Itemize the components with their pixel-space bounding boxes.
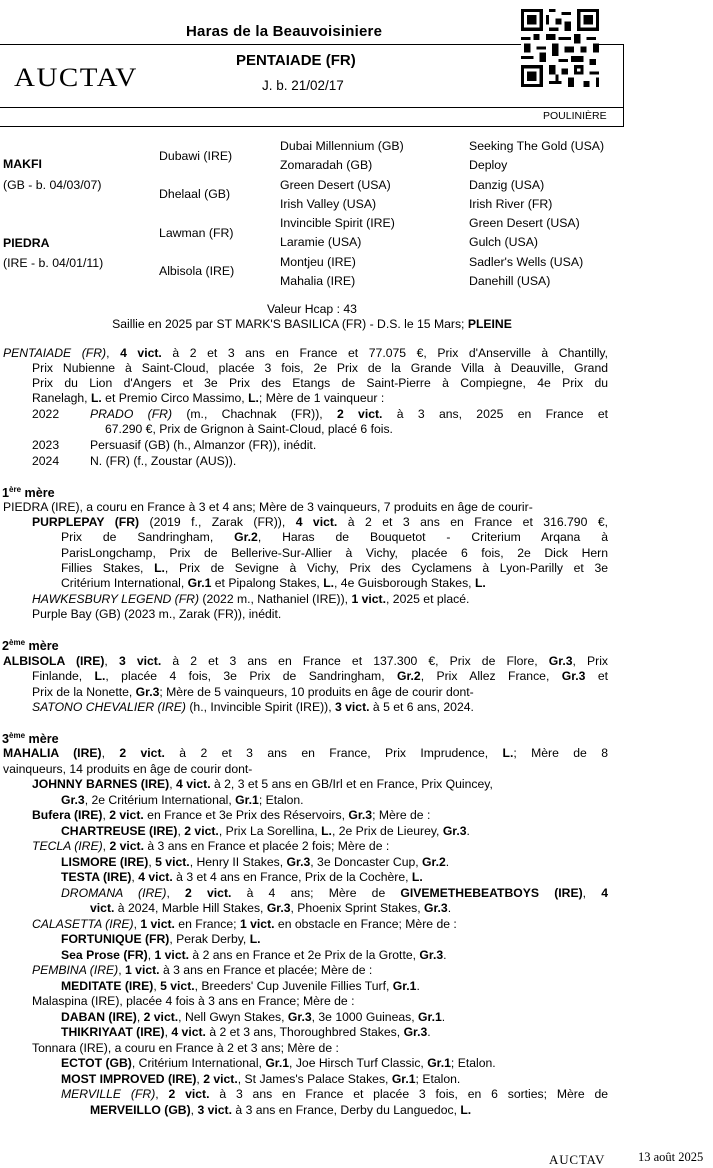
dam3-line: MEDITATE (IRE), 5 vict., Breeders' Cup Juvenile Fillies Turf, Gr.1. [61,979,420,993]
dam1-line: Critérium International, Gr.1 et Pipalong Stakes, L., 4e Guisborough Stakes, L. [61,576,486,590]
pedigree-gen3: Laramie (USA) [280,235,362,249]
dam3-line: TECLA (IRE), 2 vict. à 3 ans en France et placée 2 fois; Mère de : [32,839,390,853]
pedigree-gen3: Dubai Millennium (GB) [280,139,404,153]
dam1-line: PURPLEPAY (FR) (2019 f., Zarak (FR)), 4 vict. à 2 et 3 ans en France et 316.790 €, [32,515,608,529]
dam1-intro: PIEDRA (IRE), a couru en France à 3 et 4 ans; Mère de 3 vainqueurs, 7 produits en âge de courir- [3,500,533,514]
dam3-line: MERVILLE (FR), 2 vict. à 3 ans en France et placée 3 fois, en 6 sorties; Mère de [61,1087,608,1101]
dam3-line: JOHNNY BARNES (IRE), 4 vict. à 2, 3 et 5 ans en GB/Irl et en France, Prix Quincey, [32,777,493,791]
produce-year: 2022 [32,407,60,421]
pedigree-gen2: Dhelaal (GB) [159,187,231,201]
section-first-dam: 1ère mère [2,485,55,501]
dam3-line: MOST IMPROVED (IRE), 2 vict., St James's Palace Stakes, Gr.1; Etalon. [61,1072,461,1086]
dam3-line: DROMANA (IRE), 2 vict. à 4 ans; Mère de GIVEMETHEBEATBOYS (IRE), 4 [61,886,608,900]
pedigree-gen3: Zomaradah (GB) [280,158,373,172]
produce-year: 2024 [32,454,60,468]
pedigree-gen4: Sadler's Wells (USA) [469,255,584,269]
dam3-line: CHARTREUSE (IRE), 2 vict., Prix La Sorellina, L., 2e Prix de Lieurey, Gr.3. [61,824,470,838]
horse-name: PENTAIADE (FR) [236,52,356,69]
pedigree-gen3: Invincible Spirit (IRE) [280,216,395,230]
dam2-line: Prix de la Nonette, Gr.3; Mère de 5 vainqueurs, 10 produits en âge de courir dont- [32,685,474,699]
dam3-line: TESTA (IRE), 4 vict. à 3 et 4 ans en France, Prix de la Cochère, L. [61,870,423,884]
dam1-line: Prix de Sandringham, Gr.2, Haras de Bouquetot - Criterium Arqana à [61,530,608,544]
dam3-line: DABAN (IRE), 2 vict., Nell Gwyn Stakes, Gr.3, 3e 1000 Guineas, Gr.1. [61,1010,446,1024]
dam3-line: Bufera (IRE), 2 vict. en France et 3e Prix des Réservoirs, Gr.3; Mère de : [32,808,431,822]
produce-year: 2023 [32,438,60,452]
dam1-line: HAWKESBURY LEGEND (FR) (2022 m., Nathaniel (IRE)), 1 vict., 2025 et placé. [32,592,470,606]
dam3-line: Sea Prose (FR), 1 vict. à 2 ans en France et 2e Prix de la Grotte, Gr.3. [61,948,447,962]
dam3-line: ECTOT (GB), Critérium International, Gr.1, Joe Hirsch Turf Classic, Gr.1; Etalon. [61,1056,496,1070]
section-third-dam: 3ème mère [2,731,59,747]
produce-line: Prix du Lion d'Angers et 3e Prix des Etangs de Saint-Pierre à Compiegne, 4e Prix du [32,376,608,390]
dam2-line: ALBISOLA (IRE), 3 vict. à 2 et 3 ans en France et 137.300 €, Prix de Flore, Gr.3, Prix [3,654,609,668]
produce-item: 67.290 €, Prix de Grignon à Saint-Cloud, placé 6 fois. [105,422,393,436]
qr-code-icon [521,9,599,87]
dam3-line: vainqueurs, 14 produits en âge de courir dont- [3,762,253,776]
pedigree-gen4: Seeking The Gold (USA) [469,139,605,153]
sire-name: MAKFI [3,157,42,171]
dam3-line: MAHALIA (IRE), 2 vict. à 2 et 3 ans en France, Prix Imprudence, L.; Mère de 8 [3,746,608,760]
dam3-line: Tonnara (IRE), a couru en France à 2 et 3 ans; Mère de : [32,1041,339,1055]
dam3-line: vict. à 2024, Marble Hill Stakes, Gr.3, Phoenix Sprint Stakes, Gr.3. [90,901,452,915]
produce-line: PENTAIADE (FR), 4 vict. à 2 et 3 ans en France et 77.075 €, Prix d'Anserville à Chantilly, [3,346,608,360]
pedigree-gen3: Mahalia (IRE) [280,274,356,288]
produce-line: Ranelagh, L. et Premio Circo Massimo, L.; Mère de 1 vainqueur : [32,391,385,405]
pedigree-gen3: Irish Valley (USA) [280,197,377,211]
footer-date: 13 août 2025 [638,1150,704,1164]
dam2-line: Finlande, L., placée 4 fois, 3e Prix de Sandringham, Gr.2, Prix Allez France, Gr.3 et [32,669,609,683]
dam1-line: Purple Bay (GB) (2023 m., Zarak (FR)), inédit. [32,607,282,621]
header-separator [0,107,624,108]
pedigree-gen3: Green Desert (USA) [280,178,391,192]
horse-subtitle: J. b. 21/02/17 [262,78,344,93]
footer-logo: AUCTAV [549,1152,606,1167]
dam3-line: THIKRIYAAT (IRE), 4 vict. à 2 et 3 ans, Thoroughbred Stakes, Gr.3. [61,1025,431,1039]
pedigree-gen4: Danzig (USA) [469,178,545,192]
dam3-line: FORTUNIQUE (FR), Perak Derby, L. [61,932,261,946]
pedigree-gen2: Lawman (FR) [159,226,234,240]
summary [0,302,624,332]
saillie-status: PLEINE [467,317,512,331]
dam1-line: ParisLongchamp, Prix de Bellerive-Sur-Allier à Vichy, placée 6 fois, 2e Dick Hern [61,546,608,560]
dam3-line: PEMBINA (IRE), 1 vict. à 3 ans en France et placée; Mère de : [32,963,373,977]
valeur-hcap: Valeur Hcap : 43 [267,302,357,316]
auctav-logo: AUCTAV [14,63,138,93]
produce-item: N. (FR) (f., Zoustar (AUS)). [90,454,237,468]
produce-item: Persuasif (GB) (h., Almanzor (FR)), inédit. [90,438,317,452]
pedigree-gen4: Danehill (USA) [469,274,551,288]
pedigree-gen4: Gulch (USA) [469,235,539,249]
stud-name: Haras de la Beauvoisiniere [186,23,383,40]
dam3-line: Gr.3, 2e Critérium International, Gr.1; Etalon. [61,793,304,807]
sire-info: (GB - b. 04/03/07) [3,178,102,192]
dam-info: (IRE - b. 04/01/11) [3,256,104,270]
pedigree-gen2: Albisola (IRE) [159,264,235,278]
saillie-line: Saillie en 2025 par ST MARK'S BASILICA (FR) - D.S. le 15 Mars; PLEINE [112,317,512,331]
pedigree-gen4: Deploy [469,158,508,172]
dam2-line: SATONO CHEVALIER (IRE) (h., Invincible Spirit (IRE)), 3 vict. à 5 et 6 ans, 2024. [32,700,474,714]
dam3-line: Malaspina (IRE), placée 4 fois à 3 ans en France; Mère de : [32,994,355,1008]
section-second-dam: 2ème mère [2,638,59,654]
dam3-line: MERVEILLO (GB), 3 vict. à 3 ans en France, Derby du Languedoc, L. [90,1103,472,1117]
pedigree-gen4: Irish River (FR) [469,197,553,211]
pedigree-gen4: Green Desert (USA) [469,216,580,230]
dam3-line: LISMORE (IRE), 5 vict., Henry II Stakes, Gr.3, 3e Doncaster Cup, Gr.2. [61,855,450,869]
produce-item: PRADO (FR) (m., Chachnak (FR)), 2 vict. à 3 ans, 2025 en France et [90,407,609,421]
dam1-line: Fillies Stakes, L., Prix de Sevigne à Vichy, Prix des Cyclamens à Lyon-Parilly et 3e [61,561,608,575]
dam3-line: CALASETTA (IRE), 1 vict. en France; 1 vict. en obstacle en France; Mère de : [32,917,457,931]
pedigree-gen2: Dubawi (IRE) [159,149,233,163]
pedigree-gen3: Montjeu (IRE) [280,255,356,269]
produce-line: Prix Nubienne à Saint-Cloud, placée 3 fois, 2e Prix de la Grande Villa à Deauville, Grand [32,361,608,375]
category-label: POULINIÈRE [543,110,607,122]
dam-name: PIEDRA [3,236,50,250]
